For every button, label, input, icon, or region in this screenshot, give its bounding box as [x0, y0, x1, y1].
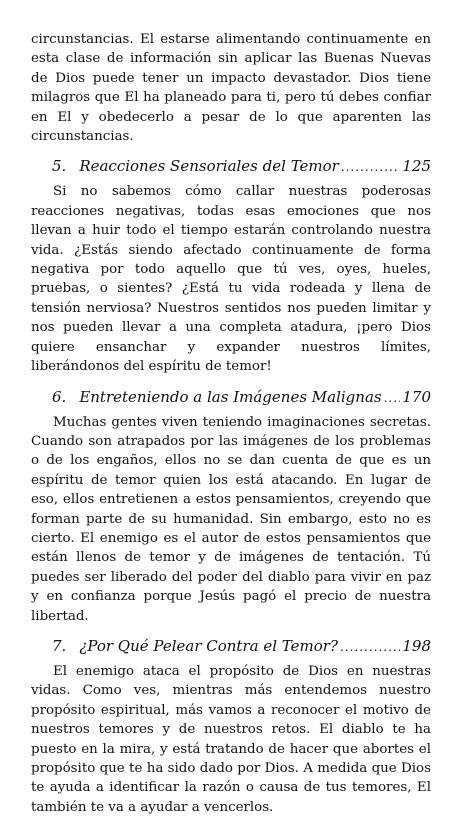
section-page-number: 170	[402, 387, 431, 406]
section-heading-5	[52, 156, 431, 177]
section-body-5: Si no sabemos cómo callar nuestras poderosas reacciones negativas, todas esas emociones que nos llevan a huir todo el tiempo estarán controlando nuestra vida. ¿Estás siendo afectado continuamente de forma negativa por todo aquello que tú ves, oyes, hueles, pruebas, o sientes? ¿Está tu vida rodeada y llena de tensión nerviosa? Nuestros sentidos nos pueden limitar y nos pueden llevar a una completa atadura, ¡pero Dios quiere ensanchar y expander nuestros límites, liberándonos del espíritu de temor!	[31, 184, 431, 375]
dot-leader	[384, 388, 401, 408]
dot-leader	[340, 637, 400, 657]
section-number: 7.	[52, 636, 67, 655]
section-body-6: Muchas gentes viven teniendo imaginaciones secretas. Cuando son atrapados por las imágenes de los problemas o de los engaños, ellos no se dan cuenta de que es un espíritu de temor quien los está atacando. En lugar de eso, ellos entretienen a estos pensamientos, creyendo que forman parte de su humanidad. Sin embargo, esto no es cierto. El enemigo es el autor de estos pensamientos que están llenos de temor y de imágenes de tentación. Tú puedes ser liberado del poder del diablo para vivir en paz y en confianza porque Jesús pagó el precio de nuestra libertad.	[31, 414, 431, 624]
section-title: Entreteniendo a las Imágenes Malignas	[79, 387, 382, 406]
book-page	[31, 30, 431, 817]
dot-leader	[341, 157, 401, 177]
section-body-7: El enemigo ataca el propósito de Dios en nuestras vidas. Como ves, mientras más entendemos nuestro propósito espiritual, más vamos a reconocer el motivo de nuestros temores y de nuestros retos. El diablo te ha puesto en la mira, y está tratando de hacer que abortes el propósito que te ha sido dado por Dios. A medida que Dios te ayuda a identificar la razón o causa de tus temores, El también te va a ayudar a vencerlos.	[31, 663, 431, 815]
section-title: Reacciones Sensoriales del Temor	[79, 157, 339, 176]
section-title: ¿Por Qué Pelear Contra el Temor?	[79, 636, 338, 655]
section-heading-6	[52, 387, 431, 408]
section-heading-7	[52, 636, 431, 657]
section-number: 6.	[52, 387, 67, 406]
section-page-number: 125	[402, 157, 431, 176]
intro-paragraph: circunstancias. El estarse alimentando continuamente en esta clase de información sin aplicar las Buenas Nuevas de Dios puede tener un impacto devastador. Dios tiene milagros que El ha planeado para ti, pero tú debes confiar en El y obedecerlo a pesar de lo que aparenten las circunstancias.	[31, 32, 431, 145]
section-number: 5.	[52, 157, 67, 176]
section-page-number: 198	[402, 636, 431, 655]
